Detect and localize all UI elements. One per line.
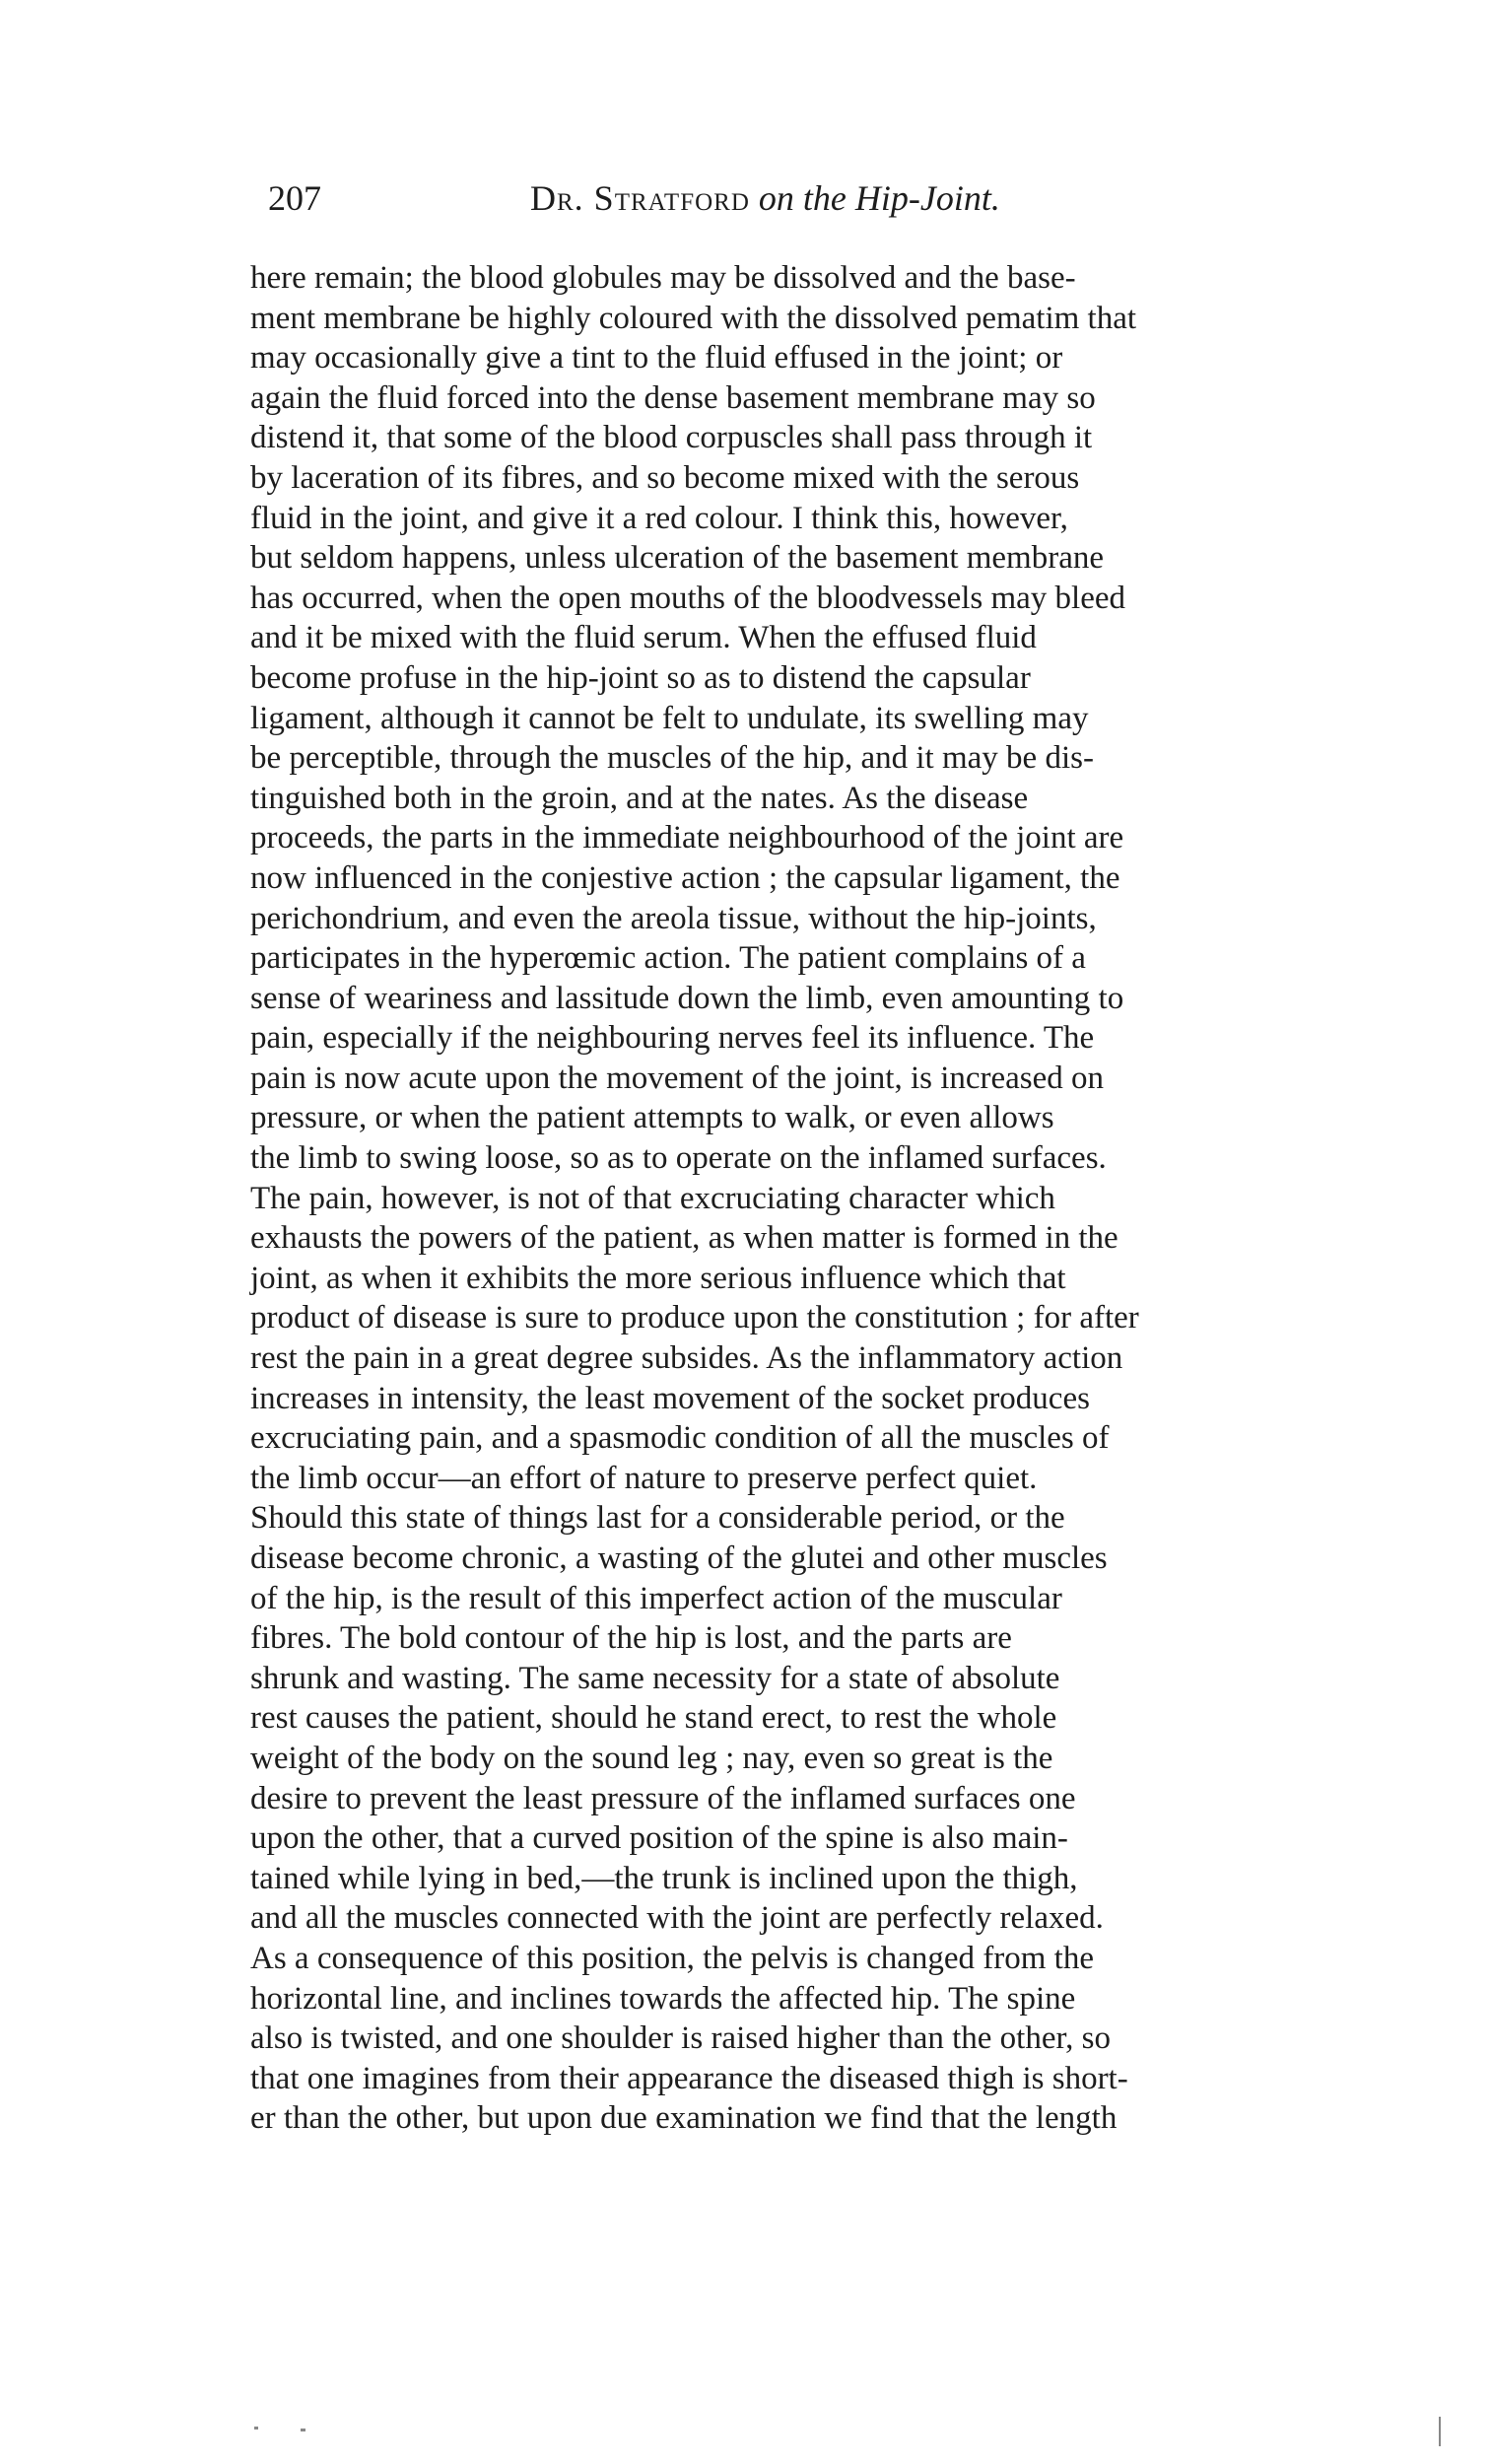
text-line: excruciating pain, and a spasmodic condition of all the muscles of <box>250 1420 1110 1457</box>
running-head-prefix: on the <box>758 178 847 218</box>
text-line: here remain; the blood globules may be dissolved and the base- <box>250 260 1076 296</box>
text-line: fluid in the joint, and give it a red colour. I think this, however, <box>250 500 1068 536</box>
text-line: may occasionally give a tint to the fluid effused in the joint; or <box>250 340 1063 376</box>
text-line: has occurred, when the open mouths of the bloodvessels may bleed <box>250 580 1126 616</box>
running-head-author: Dr. Stratford <box>530 178 750 218</box>
text-line: product of disease is sure to produce upon the constitution ; for after <box>250 1300 1139 1336</box>
text-line: pain is now acute upon the movement of the joint, is increased on <box>250 1060 1105 1096</box>
text-line: but seldom happens, unless ulceration of the basement membrane <box>250 540 1105 577</box>
text-line: rest causes the patient, should he stand erect, to rest the whole <box>250 1700 1057 1737</box>
text-line: As a consequence of this position, the pelvis is changed from the <box>250 1940 1094 1976</box>
text-line: upon the other, that a curved position of the spine is also main- <box>250 1820 1068 1857</box>
text-line: the limb to swing loose, so as to operate on the inflamed surfaces. <box>250 1140 1107 1177</box>
text-line: participates in the hyperœmic action. The patient complains of a <box>250 940 1086 977</box>
text-line: weight of the body on the sound leg ; nay, even so great is the <box>250 1740 1053 1776</box>
running-head-title: Hip-Joint. <box>854 178 1000 218</box>
text-line: and it be mixed with the fluid serum. When the effused fluid <box>250 620 1037 656</box>
text-line: and all the muscles connected with the joint are perfectly relaxed. <box>250 1900 1104 1937</box>
text-line: become profuse in the hip-joint so as to distend the capsular <box>250 659 1031 696</box>
text-line: the limb occur—an effort of nature to preserve perfect quiet. <box>250 1460 1038 1496</box>
text-line: pressure, or when the patient attempts to walk, or even allows <box>250 1100 1054 1136</box>
page-header <box>0 173 1491 223</box>
text-line: pain, especially if the neighbouring nerves feel its influence. The <box>250 1020 1095 1057</box>
text-line: exhausts the powers of the patient, as when matter is formed in the <box>250 1220 1118 1257</box>
running-head <box>530 173 1000 223</box>
text-line: ligament, although it cannot be felt to undulate, its swelling may <box>250 700 1089 736</box>
text-line: tinguished both in the groin, and at the nates. As the disease <box>250 780 1029 816</box>
text-line: tained while lying in bed,—the trunk is inclined upon the thigh, <box>250 1860 1078 1896</box>
text-line: fibres. The bold contour of the hip is lost, and the parts are <box>250 1620 1012 1657</box>
text-line: proceeds, the parts in the immediate neighbourhood of the joint are <box>250 820 1124 856</box>
text-line: horizontal line, and inclines towards the affected hip. The spine <box>250 1980 1076 2017</box>
text-line: joint, as when it exhibits the more serious influence which that <box>250 1260 1066 1296</box>
text-line: shrunk and wasting. The same necessity for a state of absolute <box>250 1660 1060 1696</box>
scan-specks <box>0 2415 1491 2454</box>
text-line: disease become chronic, a wasting of the glutei and other muscles <box>250 1540 1108 1576</box>
text-line: desire to prevent the least pressure of the inflamed surfaces one <box>250 1780 1076 1816</box>
text-line: Should this state of things last for a considerable period, or the <box>250 1500 1065 1537</box>
text-line: that one imagines from their appearance the diseased thigh is short- <box>250 2060 1128 2096</box>
text-line: The pain, however, is not of that excruciating character which <box>250 1180 1055 1216</box>
text-line: again the fluid forced into the dense basement membrane may so <box>250 379 1096 416</box>
text-line: ment membrane be highly coloured with the dissolved pematim that <box>250 300 1137 336</box>
text-line: perichondrium, and even the areola tissue, without the hip-joints, <box>250 900 1097 936</box>
text-line: increases in intensity, the least movement of the socket produces <box>250 1380 1090 1416</box>
scan-speck <box>301 2429 305 2431</box>
text-line: of the hip, is the result of this imperfect action of the muscular <box>250 1580 1062 1616</box>
text-line: sense of weariness and lassitude down the limb, even amounting to <box>250 980 1124 1016</box>
text-line: now influenced in the conjestive action ; the capsular ligament, the <box>250 859 1120 896</box>
text-line: be perceptible, through the muscles of the hip, and it may be dis- <box>250 740 1094 777</box>
body-text <box>250 258 1433 2139</box>
scan-speck <box>254 2427 258 2430</box>
text-line: er than the other, but upon due examination we find that the length <box>250 2100 1118 2137</box>
text-line: by laceration of its fibres, and so become mixed with the serous <box>250 459 1080 496</box>
text-line: distend it, that some of the blood corpuscles shall pass through it <box>250 420 1093 456</box>
text-line: rest the pain in a great degree subsides. As the inflammatory action <box>250 1340 1123 1377</box>
page-number: 207 <box>268 178 321 218</box>
text-line: also is twisted, and one shoulder is raised higher than the other, so <box>250 2020 1112 2057</box>
scan-speck <box>1439 2417 1441 2446</box>
